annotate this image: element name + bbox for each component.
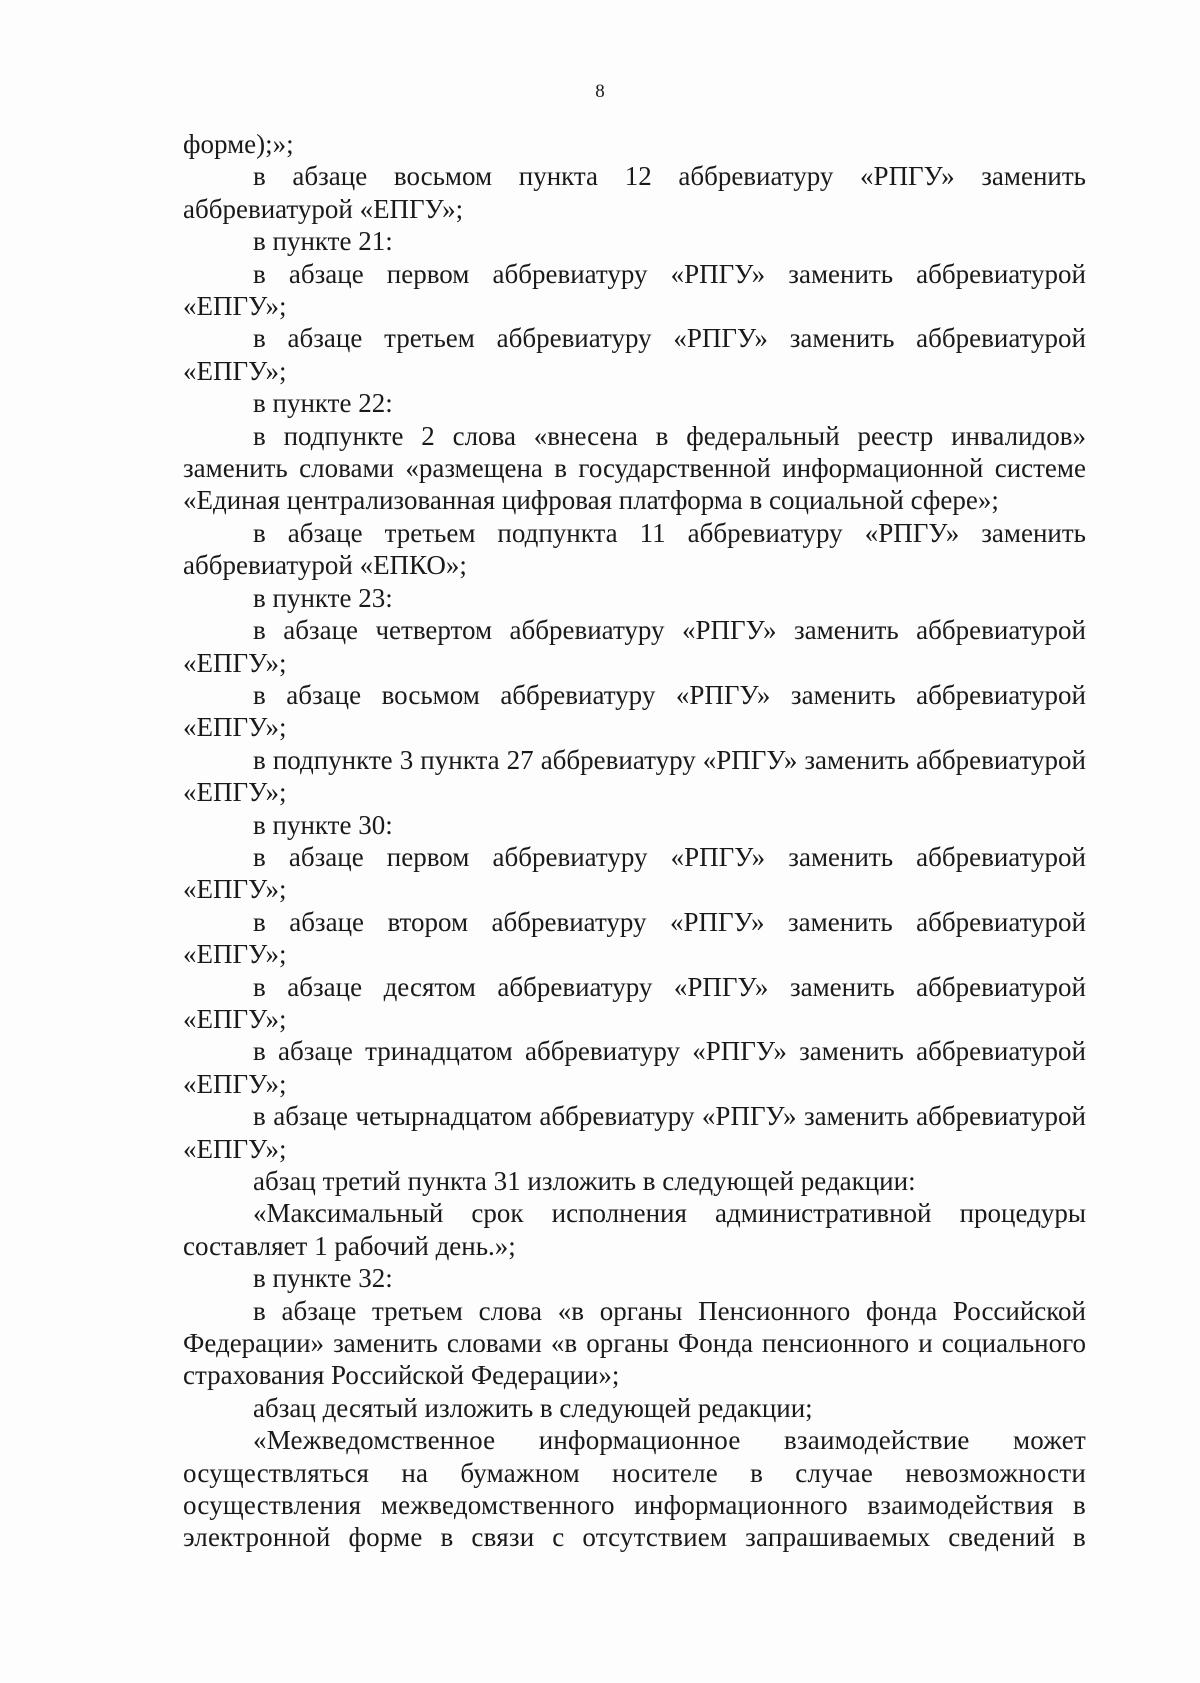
paragraph: в абзаце третьем аббревиатуру «РПГУ» заменить аббревиатурой «ЕПГУ»; (183, 323, 1086, 386)
document-body (183, 128, 1086, 1554)
paragraph: в абзаце тринадцатом аббревиатуру «РПГУ» заменить аббревиатурой «ЕПГУ»; (183, 1036, 1086, 1099)
paragraph: в подпункте 2 слова «внесена в федеральный реестр инвалидов» заменить словами «размещена в государственной информационной системе «Единая централизованная цифровая платформа в социальной сфере»; (183, 420, 1086, 516)
paragraph: в абзаце втором аббревиатуру «РПГУ» заменить аббревиатурой «ЕПГУ»; (183, 906, 1086, 970)
paragraph: в абзаце первом аббревиатуру «РПГУ» заменить аббревиатурой «ЕПГУ»; (183, 841, 1086, 905)
page-number: 8 (595, 81, 605, 102)
paragraph: в подпункте 3 пункта 27 аббревиатуру «РПГУ» заменить аббревиатурой «ЕПГУ»; (183, 744, 1086, 808)
paragraph: в абзаце восьмом аббревиатуру «РПГУ» заменить аббревиатурой «ЕПГУ»; (183, 679, 1086, 743)
paragraph: в абзаце третьем подпункта 11 аббревиатуру «РПГУ» заменить аббревиатурой «ЕПКО»; (183, 517, 1086, 581)
paragraph: в абзаце четырнадцатом аббревиатуру «РПГУ» заменить аббревиатурой «ЕПГУ»; (183, 1101, 1086, 1164)
paragraph: абзац десятый изложить в следующей редакции; (253, 1392, 813, 1423)
paragraph: в абзаце восьмом пункта 12 аббревиатуру «РПГУ» заменить аббревиатурой «ЕПГУ»; (183, 161, 1086, 224)
paragraph: «Максимальный срок исполнения административной процедуры составляет 1 рабочий день.»; (183, 1198, 1086, 1261)
paragraph: в абзаце четвертом аббревиатуру «РПГУ» заменить аббревиатурой «ЕПГУ»; (183, 615, 1086, 678)
paragraph: в абзаце первом аббревиатуру «РПГУ» заменить аббревиатурой «ЕПГУ»; (183, 258, 1086, 322)
paragraph-continuation: форме);»; (183, 129, 294, 159)
paragraph: абзац третий пункта 31 изложить в следующей редакции: (253, 1166, 916, 1196)
paragraph-continues: «Межведомственное информационное взаимодействие может осуществляться на бумажном носителе в случае невозможности осуществления межведомственного информационного взаимодействия в электронной форме в связи с отсутствием запрашиваемых сведений в (183, 1425, 1086, 1553)
paragraph: в пункте 32: (253, 1263, 393, 1294)
paragraph: в пункте 21: (253, 226, 393, 257)
paragraph: в пункте 23: (253, 582, 393, 613)
paragraph: в абзаце третьем слова «в органы Пенсионного фонда Российской Федерации» заменить словами «в органы Фонда пенсионного и социального страхования Российской Федерации»; (183, 1295, 1086, 1391)
paragraph: в пункте 30: (253, 809, 393, 840)
paragraph: в пункте 22: (253, 388, 393, 419)
paragraph: в абзаце десятом аббревиатуру «РПГУ» заменить аббревиатурой «ЕПГУ»; (183, 971, 1086, 1034)
